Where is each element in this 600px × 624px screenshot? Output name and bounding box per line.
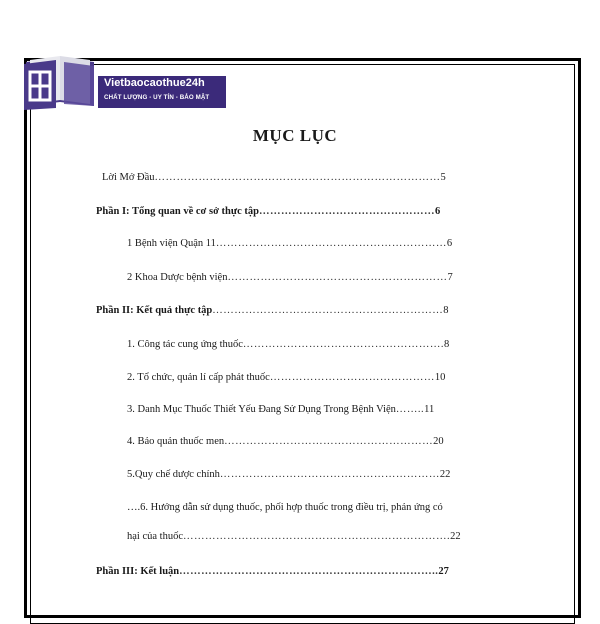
- toc-entry-label: Phần I: Tổng quan về cơ sở thực tập: [96, 206, 260, 217]
- toc-entry-dots: ……………………………………………….: [242, 339, 445, 350]
- toc-entry-page: 8: [443, 305, 449, 316]
- toc-entry-label: 1 Bệnh viện Quận 11: [127, 238, 216, 249]
- toc-entry-page: 8: [444, 339, 450, 350]
- toc-entry-label: Phần II: Kết quả thực tập: [96, 305, 213, 316]
- toc-entry-dots: ……………………………………………………: [227, 272, 448, 283]
- toc-entry-dots: …………………………………………………: [224, 436, 434, 447]
- toc-entry-dots: ……………………………………………………………….: [182, 531, 451, 542]
- toc-entry-page: 20: [433, 436, 444, 447]
- toc-entry[interactable]: [127, 469, 450, 480]
- toc-entry-label: 2. Tổ chức, quản lí cấp phát thuốc: [127, 372, 270, 383]
- logo-tagline: CHẤT LƯỢNG - UY TÍN - BẢO MẬT: [104, 94, 210, 101]
- toc-entry-page: 11: [424, 404, 435, 415]
- toc-entry[interactable]: [127, 436, 444, 447]
- toc-entry[interactable]: [96, 305, 449, 316]
- toc-entry[interactable]: [127, 238, 452, 249]
- document-title: MỤC LỤC: [252, 126, 338, 145]
- toc-entry-label: 5.Quy chế dược chính: [127, 469, 220, 480]
- toc-entry[interactable]: [102, 172, 446, 183]
- toc-entry-label: Lời Mở Đầu: [102, 172, 155, 183]
- site-logo[interactable]: [20, 48, 220, 116]
- toc-entry[interactable]: [96, 206, 440, 217]
- toc-entry-dots: ……………………………………………………………………: [154, 172, 441, 183]
- toc-entry-page: 22: [450, 531, 461, 542]
- toc-entry-dots: ………………………………………………………: [215, 238, 447, 249]
- toc-entry[interactable]: [127, 272, 453, 283]
- toc-entry-dots: ………………………………………………………: [212, 305, 444, 316]
- toc-entry-dots: …………………………………………: [259, 206, 436, 217]
- logo-banner: [98, 76, 226, 108]
- toc-entry[interactable]: [127, 531, 461, 542]
- logo-title: Vietbaocaothue24h: [104, 77, 205, 89]
- toc-entry-label: hại của thuốc: [127, 531, 183, 542]
- toc-entry-page: 10: [434, 372, 446, 383]
- toc-entry-dots: ……..: [395, 404, 425, 415]
- toc-entry-page: 6: [435, 206, 441, 217]
- toc-entry-label: 4. Bảo quản thuốc men: [127, 436, 225, 447]
- toc-entry-dots: ……………………………………………………: [219, 469, 440, 480]
- toc-entry-label: ….6. Hướng dẫn sử dụng thuốc, phối hợp thuốc trong điều trị, phản ứng có: [127, 502, 443, 513]
- toc-entry-page: 27: [438, 566, 449, 577]
- toc-entry[interactable]: [127, 404, 434, 415]
- toc-entry-page: 6: [446, 238, 453, 249]
- toc-entry[interactable]: [127, 502, 443, 513]
- toc-entry-page: 7: [447, 272, 453, 283]
- toc-entry-dots: ……………………………………………………………..: [179, 566, 439, 577]
- toc-entry-label: 3. Danh Mục Thuốc Thiết Yếu Đang Sử Dụng Trong Bệnh Viện: [127, 404, 396, 415]
- toc-entry-label: 2 Khoa Dược bệnh viện: [127, 272, 228, 283]
- toc-entry[interactable]: [127, 339, 449, 350]
- toc-entry[interactable]: [127, 372, 445, 383]
- toc-entry-label: Phần III: Kết luận: [96, 566, 180, 577]
- toc-entry-page: 22: [439, 469, 451, 480]
- toc-entry-dots: ………………………………………: [269, 372, 435, 383]
- toc-entry-page: 5: [440, 172, 446, 183]
- toc-entry-label: 1. Công tác cung ứng thuốc: [127, 339, 243, 350]
- book-icon: [20, 48, 100, 112]
- toc-entry[interactable]: [96, 566, 449, 577]
